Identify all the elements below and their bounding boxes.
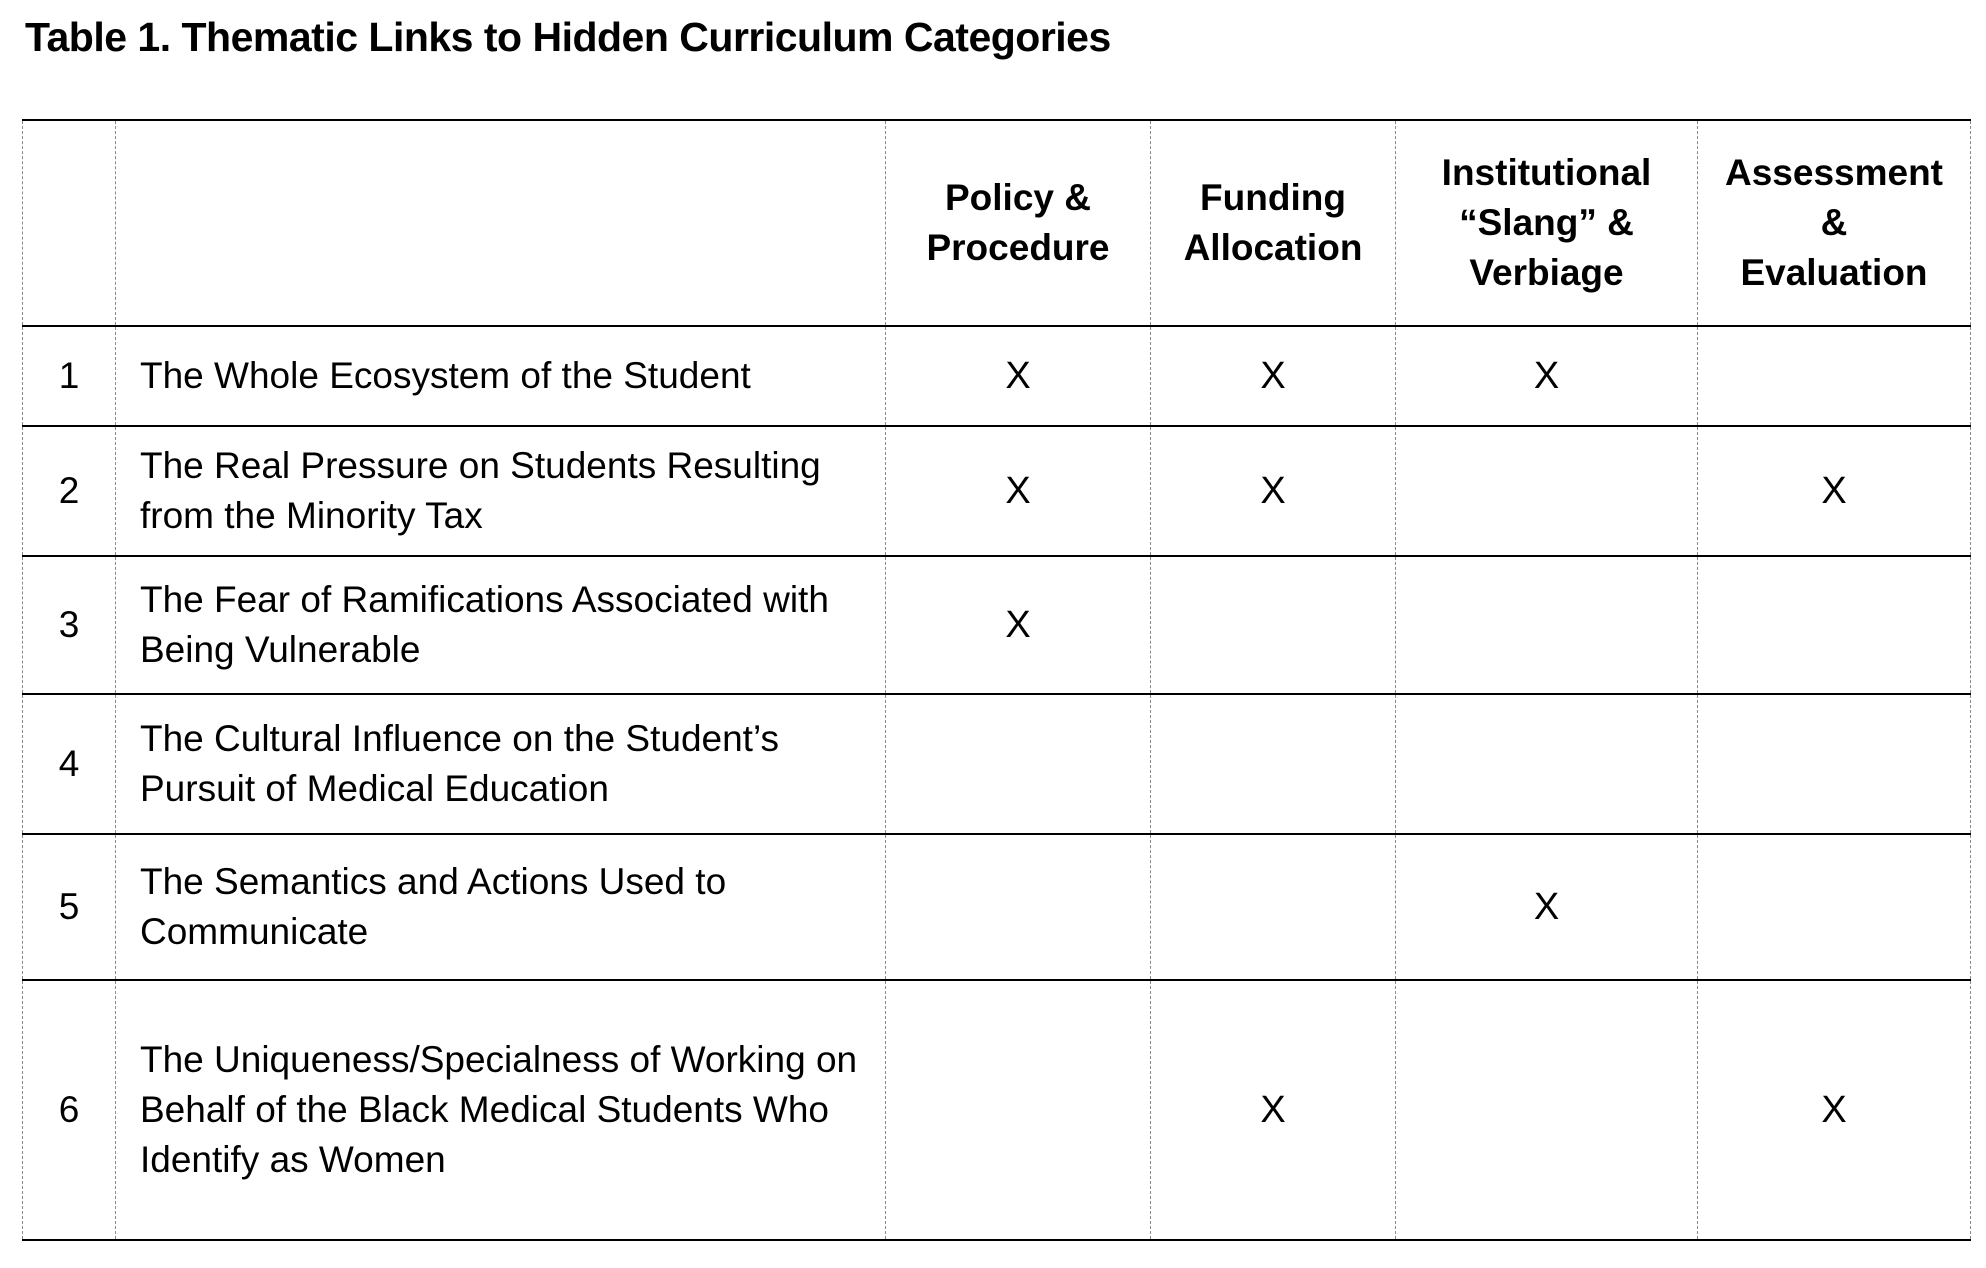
policy-procedure-mark	[886, 694, 1151, 834]
header-line: Allocation	[1183, 227, 1363, 268]
institutional-slang-mark: X	[1396, 834, 1698, 980]
funding-allocation-mark: X	[1151, 426, 1396, 556]
header-line: Evaluation	[1740, 252, 1928, 293]
table-row	[23, 834, 1971, 980]
table-caption: Table 1. Thematic Links to Hidden Curriculum Categories	[25, 14, 1111, 60]
header-line: Institutional	[1441, 152, 1652, 193]
row-number: 3	[23, 556, 116, 694]
assessment-evaluation-mark: X	[1698, 426, 1971, 556]
assessment-evaluation-mark	[1698, 326, 1971, 426]
header-line: Policy &	[945, 177, 1091, 218]
table-row	[23, 556, 1971, 694]
header-policy-procedure	[886, 120, 1151, 326]
row-number: 1	[23, 326, 116, 426]
row-number: 2	[23, 426, 116, 556]
table-row	[23, 326, 1971, 426]
table-row	[23, 426, 1971, 556]
theme-cell: The Real Pressure on Students Resulting from the Minority Tax	[116, 426, 886, 556]
header-line: Verbiage	[1469, 252, 1624, 293]
table-row	[23, 694, 1971, 834]
header-line: Procedure	[926, 227, 1110, 268]
row-number: 4	[23, 694, 116, 834]
institutional-slang-mark	[1396, 426, 1698, 556]
funding-allocation-mark: X	[1151, 980, 1396, 1240]
thematic-links-table	[22, 119, 1971, 1241]
header-number	[23, 120, 116, 326]
assessment-evaluation-mark	[1698, 556, 1971, 694]
policy-procedure-mark: X	[886, 326, 1151, 426]
policy-procedure-mark: X	[886, 556, 1151, 694]
policy-procedure-mark: X	[886, 426, 1151, 556]
theme-cell: The Uniqueness/Specialness of Working on Behalf of the Black Medical Students Who Identify as Women	[116, 980, 886, 1240]
theme-cell: The Cultural Influence on the Student’s Pursuit of Medical Education	[116, 694, 886, 834]
funding-allocation-mark: X	[1151, 326, 1396, 426]
header-line: “Slang” &	[1459, 202, 1634, 243]
theme-cell: The Whole Ecosystem of the Student	[116, 326, 886, 426]
policy-procedure-mark	[886, 980, 1151, 1240]
funding-allocation-mark	[1151, 834, 1396, 980]
assessment-evaluation-mark: X	[1698, 980, 1971, 1240]
row-number: 6	[23, 980, 116, 1240]
institutional-slang-mark: X	[1396, 326, 1698, 426]
assessment-evaluation-mark	[1698, 834, 1971, 980]
institutional-slang-mark	[1396, 980, 1698, 1240]
row-number: 5	[23, 834, 116, 980]
assessment-evaluation-mark	[1698, 694, 1971, 834]
header-assessment-evaluation	[1698, 120, 1971, 326]
header-institutional-slang-verbiage	[1396, 120, 1698, 326]
theme-cell: The Fear of Ramifications Associated with Being Vulnerable	[116, 556, 886, 694]
table-row	[23, 980, 1971, 1240]
header-row	[23, 120, 1971, 326]
institutional-slang-mark	[1396, 556, 1698, 694]
funding-allocation-mark	[1151, 694, 1396, 834]
policy-procedure-mark	[886, 834, 1151, 980]
funding-allocation-mark	[1151, 556, 1396, 694]
header-line: Assessment	[1724, 152, 1943, 193]
header-funding-allocation	[1151, 120, 1396, 326]
theme-cell: The Semantics and Actions Used to Communicate	[116, 834, 886, 980]
institutional-slang-mark	[1396, 694, 1698, 834]
header-line: &	[1820, 202, 1848, 243]
header-line: Funding	[1200, 177, 1346, 218]
header-theme	[116, 120, 886, 326]
